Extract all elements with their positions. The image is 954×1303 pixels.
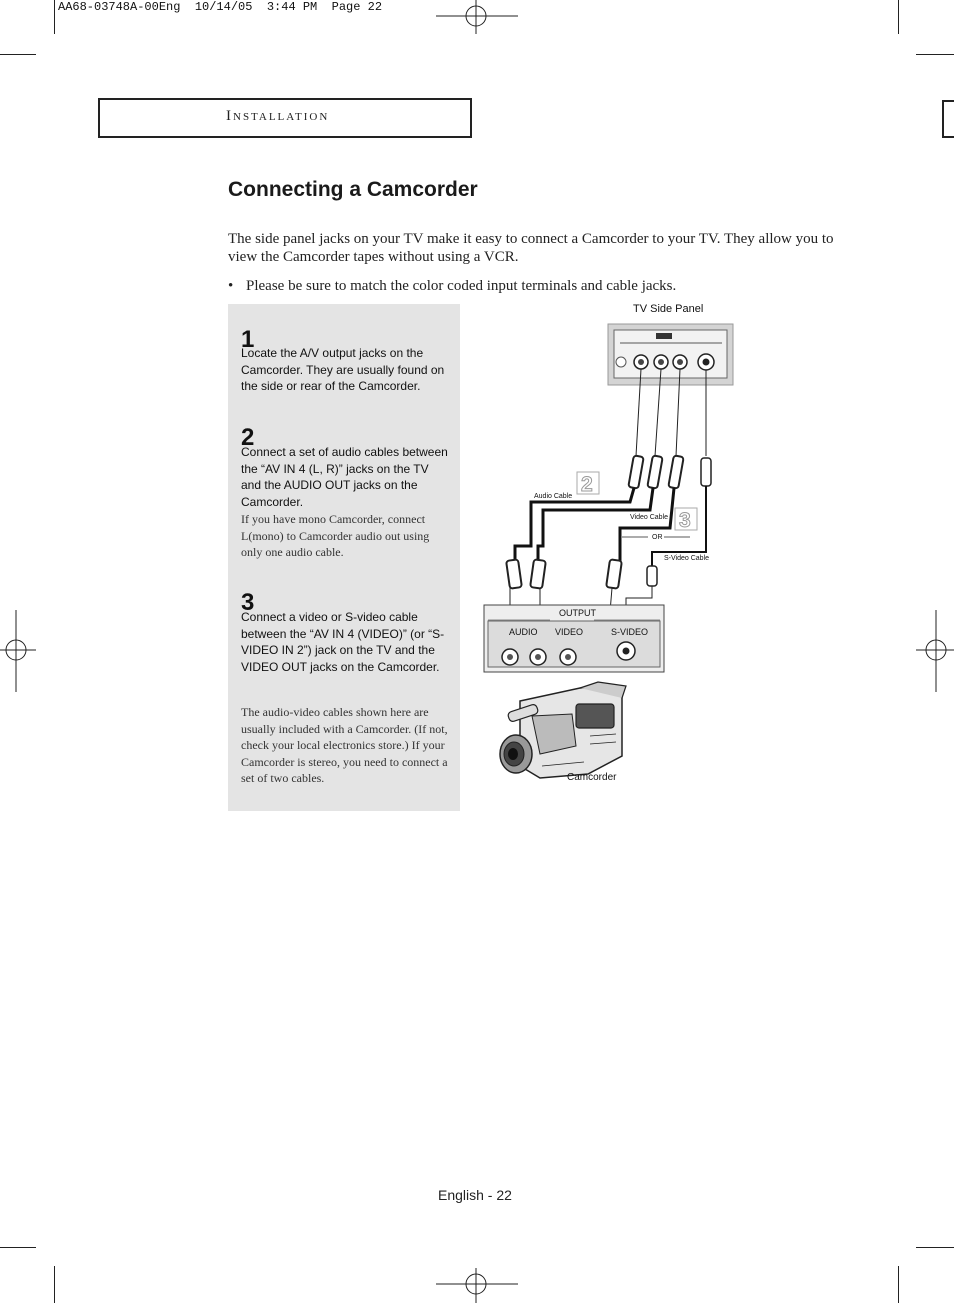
svideo-output-label: S-VIDEO [611,627,649,637]
video-cable-label: Video Cable [630,514,669,521]
bullet-icon: • [228,278,234,294]
step-text: Connect a video or S-video cable between the “AV IN 4 (VIDEO)” (or “S-VIDEO IN 2”) jack on the TV and the VIDEO OUT jacks on the Camcorder. [241,610,445,674]
plug-icon [506,559,522,588]
print-header: AA68-03748A-00Eng 10/14/05 3:44 PM Page 22 [58,0,383,14]
output-label: OUTPUT [559,608,596,618]
audio-output-label: AUDIO [509,627,538,637]
svg-text:2: 2 [581,473,593,496]
tv-panel-badge [656,333,672,339]
svg-text:3: 3 [679,509,691,532]
plug-icon [647,455,662,488]
intro-paragraph: The side panel jacks on your TV make it easy to connect a Camcorder to your TV. They allow you to view the Camcorder tapes without using a VCR. [228,231,834,265]
tv-panel-label: TV Side Panel [633,303,704,315]
connection-diagram [480,296,740,796]
crop-mark [54,0,55,34]
edge-tab [942,100,954,138]
camcorder-label: Camcorder [567,772,617,783]
registration-mark [0,610,36,692]
section-header-box [98,98,472,138]
registration-mark [436,1268,518,1303]
svideo-cable-label: S-Video Cable [664,555,710,562]
crop-mark [0,54,36,55]
registration-mark [916,610,954,692]
section-label: Installation [226,108,330,124]
video-output-label: VIDEO [555,627,584,637]
crop-mark [54,1266,55,1303]
page-footer: English - 22 [438,1187,512,1203]
step-number: 2 [241,424,255,451]
crop-mark [0,1247,36,1248]
step-number: 3 [241,589,255,616]
bullet-item [228,277,848,295]
step-note: If you have mono Camcorder, connect L(mono) to Camcorder audio out using only one audio cable. [241,512,430,559]
steps-panel [228,304,460,811]
or-label: OR [652,534,663,541]
plug-icon [606,559,622,588]
crop-mark [916,1247,954,1248]
step-number: 1 [241,326,255,353]
plug-icon [647,566,657,586]
plug-icon [628,455,643,488]
plug-icon [701,458,711,486]
step-text: Locate the A/V output jacks on the Camcorder. They are usually found on the side or rear of the Camcorder. [241,346,445,393]
plug-icon [668,455,683,488]
plug-icon [530,559,546,588]
camcorder-icon [500,682,626,778]
crop-mark [916,54,954,55]
closing-note: The audio-video cables shown here are usually included with a Camcorder. (If not, check your local electronics store.) If your Camcorder is stereo, you need to connect a set of two cables. [241,705,448,785]
bullet-text: Please be sure to match the color coded input terminals and cable jacks. [246,278,677,294]
tv-jack [616,357,626,367]
audio-cable-label: Audio Cable [534,493,573,500]
crop-mark [898,0,899,34]
registration-mark [436,0,518,34]
step-text: Connect a set of audio cables between the “AV IN 4 (L, R)” jacks on the TV and the AUDIO OUT jacks on the Camcorder. [241,445,448,509]
page-title: Connecting a Camcorder [228,178,478,201]
crop-mark [898,1266,899,1303]
